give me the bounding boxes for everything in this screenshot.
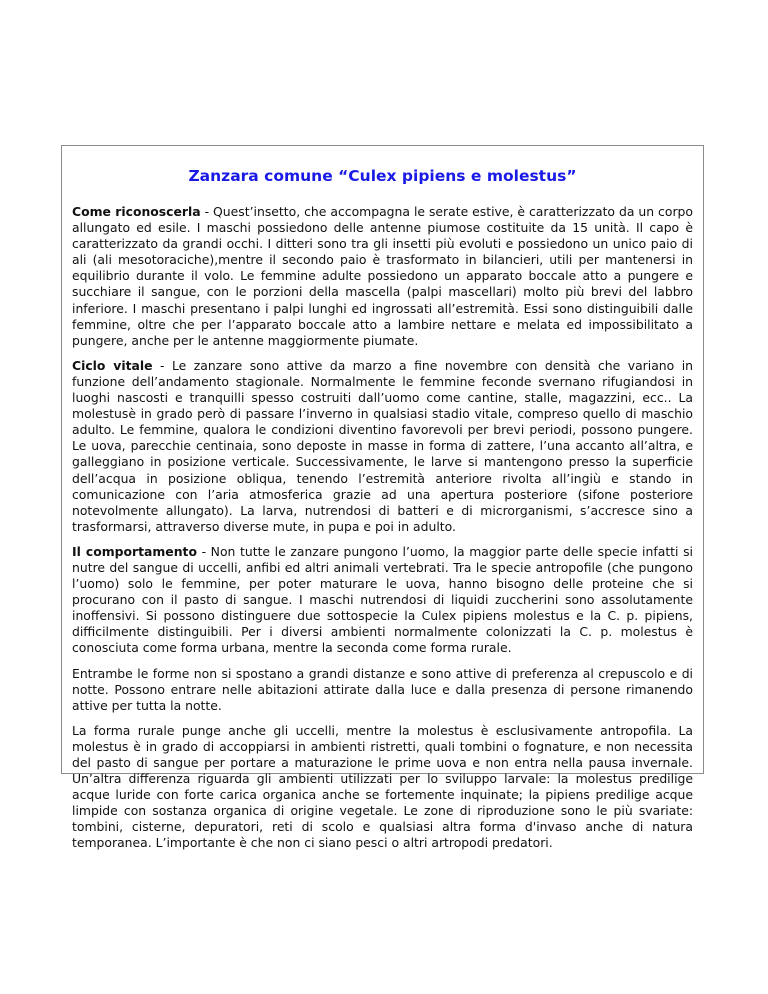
paragraph-forma-rurale: [72, 723, 693, 852]
section-heading: Come riconoscerla: [72, 204, 201, 219]
paragraph-forme: [72, 666, 693, 714]
section-text: - Non tutte le zanzare pungono l’uomo, la maggior parte delle specie infatti si nutre del sangue di uccelli, anfibi ed altri animali vertebrati. Tra le specie antropofile (che pungono l’uomo) solo le femmine, per poter maturare le uova, hanno bisogno delle proteine che si procurano con il pasto di sangue. I maschi nutrendosi di liquidi zuccherini sono assolutamente inoffensivi. Si possono distinguere due sottospecie la Culex pipiens molestus e la C. p. pipiens, difficilmente distinguibili. Per i diversi ambienti normalmente colonizzati la C. p. molestus è conosciuta come forma urbana, mentre la seconda come forma rurale.: [72, 543, 693, 656]
section-text: - Quest’insetto, che accompagna le serate estive, è caratterizzato da un corpo allungato ed esile. I maschi possiedono delle antenne piumose costituite da 15 unità. Il capo è caratterizzato da grandi occhi. I ditteri sono tra gli insetti più evoluti e possiedono un unico paio di ali (ali mesotoraciche),mentre il secondo paio è trasformato in bilancieri, utili per mantenersi in equilibrio durante il volo. Le femmine adulte possiedono un apparato boccale atto a pungere e succhiare il sangue, con le porzioni della mascella (palpi mascellari) molto più brevi del labbro inferiore. I maschi presentano i palpi lunghi ed ingrossati all’estremità. Essi sono distinguibili dalle femmine, oltre che per l’apparato boccale atto a lambire nettare e melata ed impossibilitato a pungere, anche per le antenne maggiormente piumate.: [72, 204, 693, 348]
section-text: Entrambe le forme non si spostano a grandi distanze e sono attive di preferenza al crepuscolo e di notte. Possono entrare nelle abitazioni attirate dalla luce e dalla presenza di persone rimanendo attive per tutta la notte.: [72, 665, 693, 713]
section-ciclo-vitale: [72, 358, 693, 535]
section-comportamento: [72, 544, 693, 657]
section-come-riconoscerla: [72, 204, 693, 349]
section-text: - Le zanzare sono attive da marzo a fine novembre con densità che variano in funzione dell’andamento stagionale. Normalmente le femmine feconde svernano rifugiandosi in luoghi nascosti e tranquilli spesso costruiti dall’uomo come cantine, stalle, magazzini, ecc.. La molestusè in grado però di passare l’inverno in qualsiasi stadio vitale, compreso quello di maschio adulto. Le femmine, qualora le condizioni diventino favorevoli per brevi periodi, possono pungere. Le uova, parecchie centinaia, sono deposte in masse in forma di zattere, l’una accanto all’altra, e galleggiano in posizione verticale. Successivamente, le larve si mantengono presso la superficie dell’acqua in posizione obliqua, tenendo l’estremità anteriore rivolta all’ingiù e stando in comunicazione con l’aria atmosferica grazie ad una apertura posteriore (sifone posteriore notevolmente allungato). La larva, nutrendosi di batteri e di microrganismi, s’accresce sino a trasformarsi, attraverso diverse mute, in pupa e poi in adulto.: [72, 357, 693, 534]
document-frame: [61, 145, 704, 851]
section-text: La forma rurale punge anche gli uccelli, mentre la molestus è esclusivamente antropofila. La molestus è in grado di accoppiarsi in ambienti ristretti, quali tombini o fognature, e non necessita del pasto di sangue per portare a maturazione le prime uova e non entra nella pausa invernale. Un’altra differenza riguarda gli ambienti utilizzati per lo sviluppo larvale: la molestus predilige acque luride con forte carica organica anche se fortemente inquinate; la pipiens predilige acque limpide con sostanza organica di origine vegetale. Le zone di riproduzione sono le più svariate: tombini, cisterne, depuratori, reti di scolo e qualsiasi altra forma d'invaso anche di natura temporanea. L’importante è che non ci siano pesci o altri artropodi predatori.: [72, 722, 693, 851]
section-heading: Il comportamento: [72, 543, 197, 559]
section-heading: Ciclo vitale: [72, 357, 153, 373]
document-title: Zanzara comune “Culex pipiens e molestus”: [188, 167, 577, 185]
